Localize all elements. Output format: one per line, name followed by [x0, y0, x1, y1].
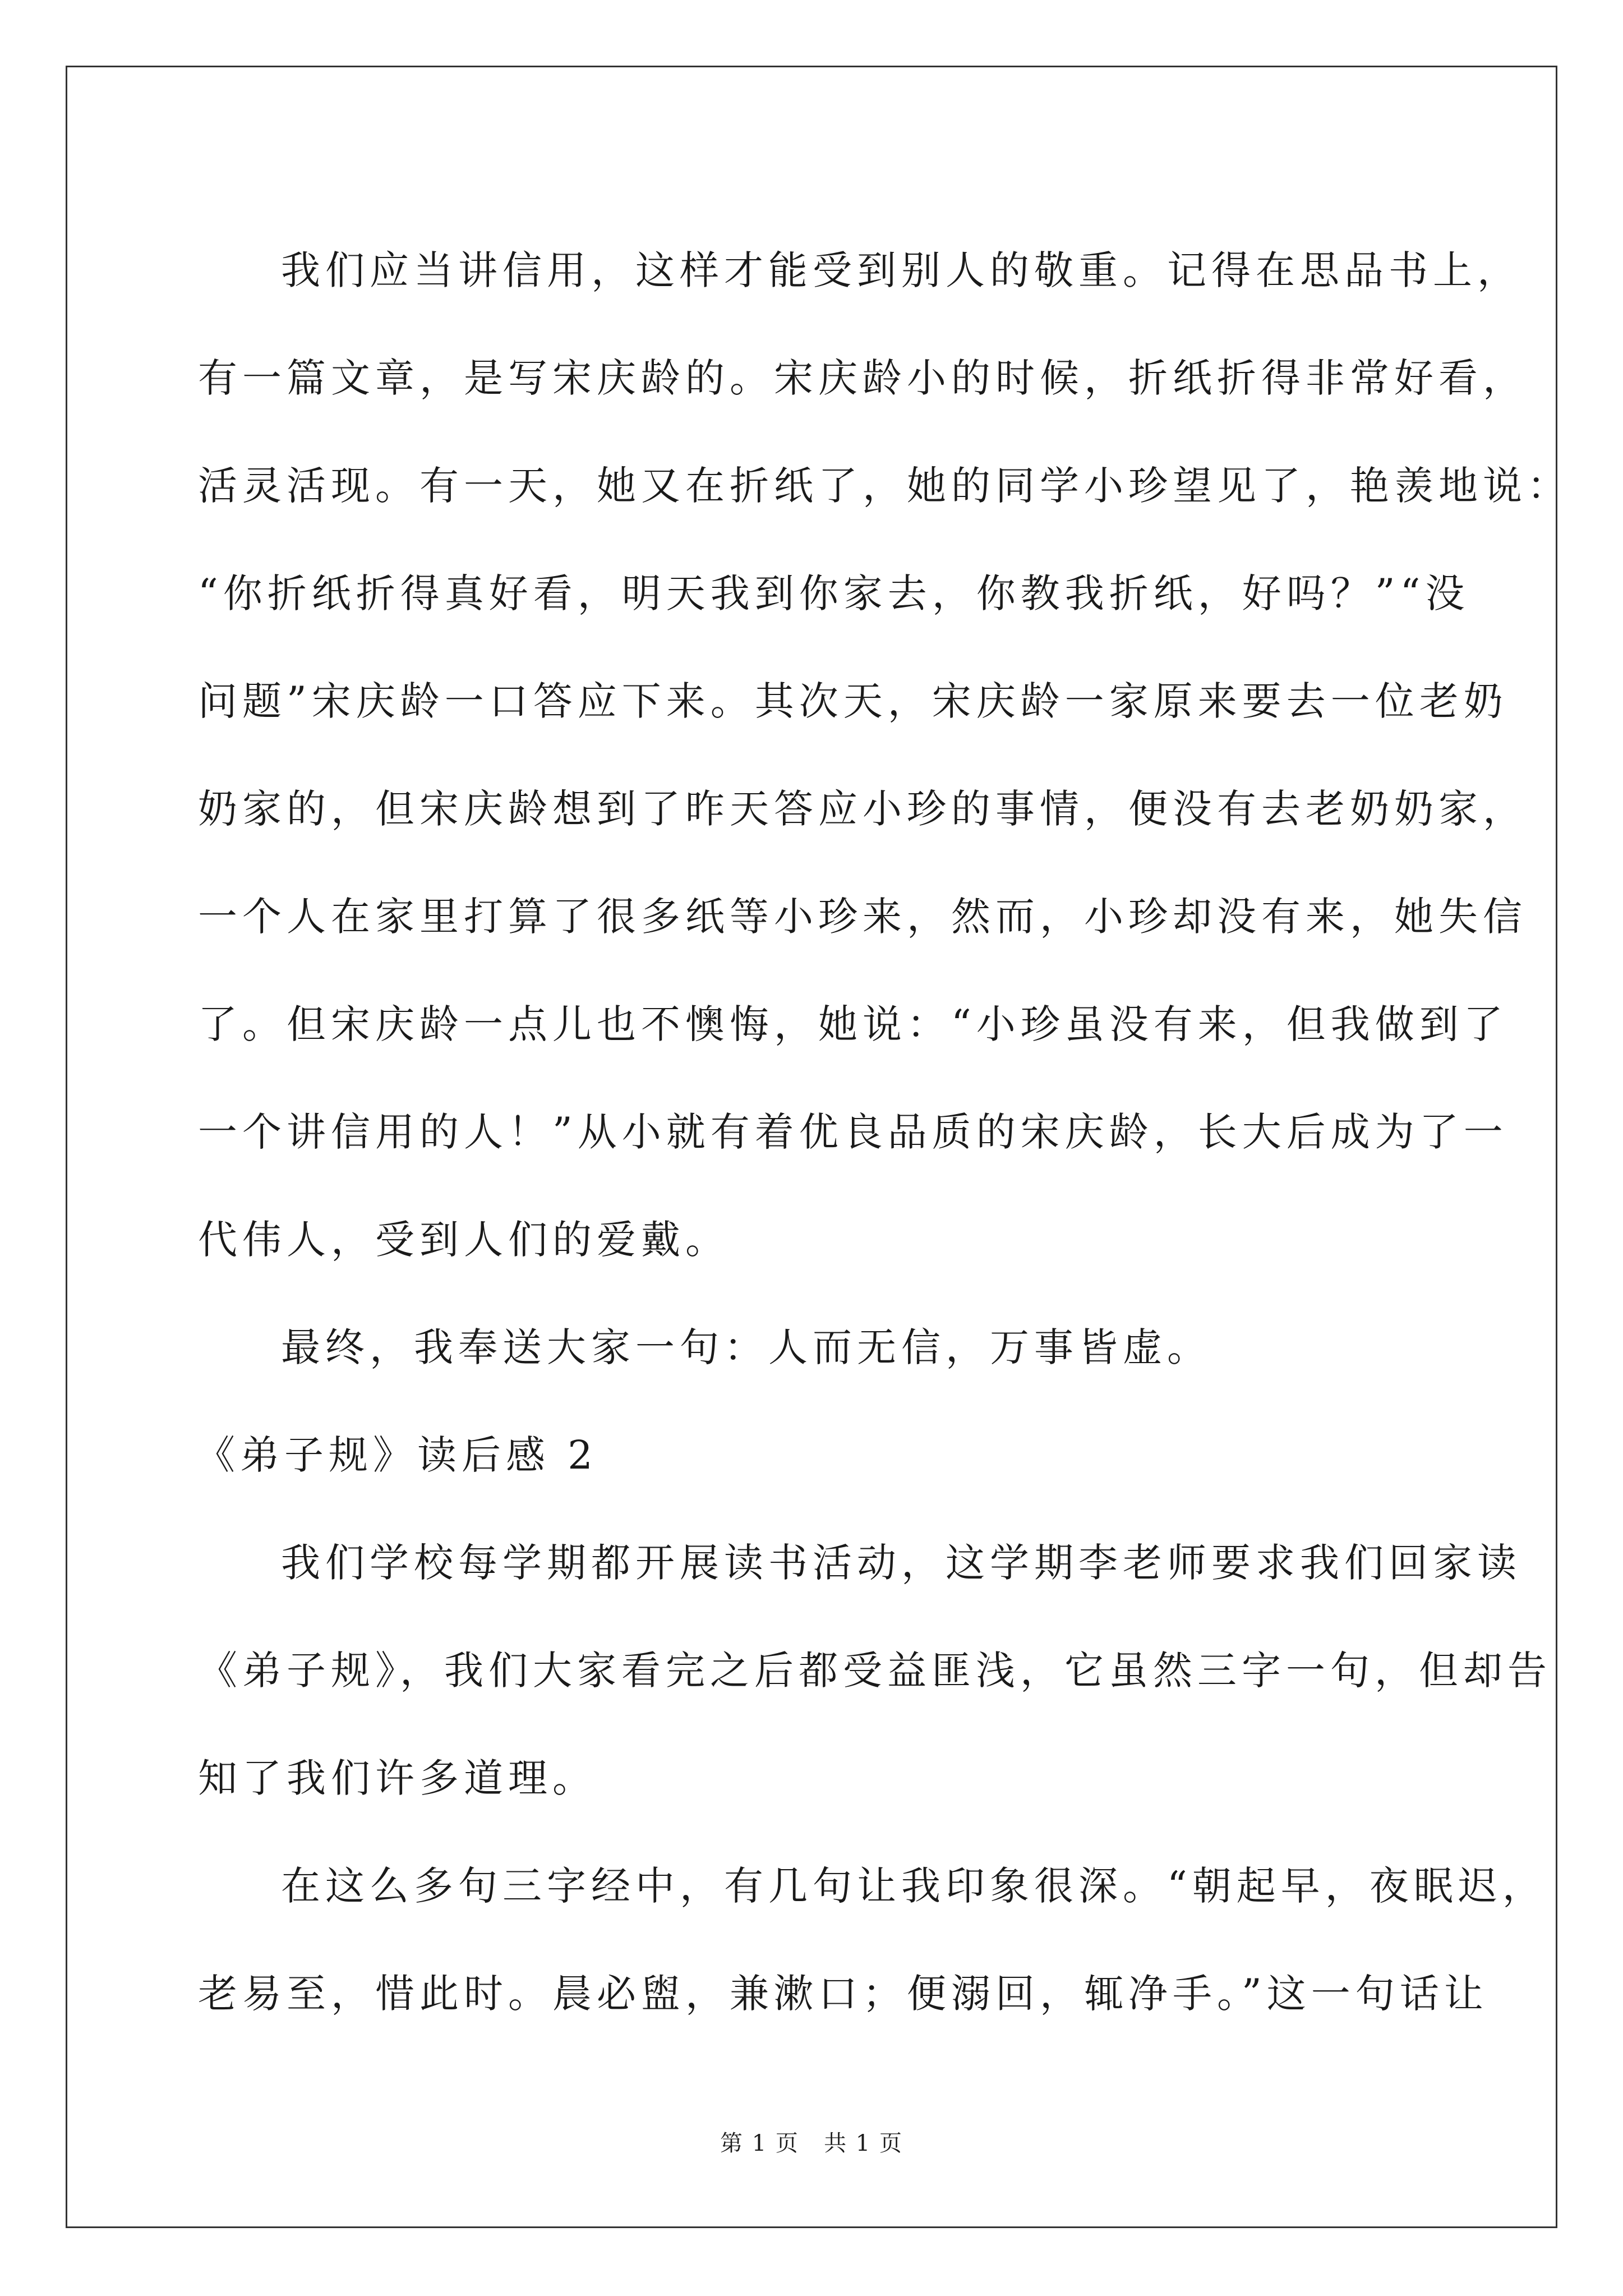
text-line: 老易至，惜此时。晨必盥，兼漱口；便溺回，辄净手。”这一句话让: [198, 1970, 1488, 2017]
page-number-footer: 第 1 页 共 1 页: [720, 2131, 903, 2156]
section-heading: 《弟子规》读后感 2: [196, 1432, 598, 1478]
document-body: [196, 213, 1571, 2044]
text-line: 在这么多句三字经中，有几句让我印象很深。“朝起早，夜眠迟，: [281, 1862, 1547, 1909]
text-line: 代伟人，受到人们的爱戴。: [198, 1216, 730, 1263]
paragraph-1: [198, 213, 1571, 1290]
text-line: 奶家的，但宋庆龄想到了昨天答应小珍的事情，便没有去老奶奶家，: [198, 785, 1527, 832]
text-line: 活灵活现。有一天，她又在折纸了，她的同学小珍望见了，艳羡地说：: [198, 462, 1571, 509]
text-line: 我们应当讲信用，这样才能受到别人的敬重。记得在思品书上，: [281, 247, 1521, 293]
paragraph-4: [198, 1829, 1547, 2044]
text-line: 我们学校每学期都开展读书活动，这学期李老师要求我们回家读: [281, 1539, 1521, 1586]
paragraph-3: [198, 1506, 1552, 1829]
text-line: 有一篇文章，是写宋庆龄的。宋庆龄小的时候，折纸折得非常好看，: [198, 355, 1527, 401]
paragraph-2: [198, 1290, 1426, 1398]
text-line: 问题”宋庆龄一口答应下来。其次天，宋庆龄一家原来要去一位老奶: [198, 678, 1508, 724]
text-line: 《弟子规》，我们大家看完之后都受益匪浅，它虽然三字一句，但却告: [198, 1647, 1552, 1694]
text-line: “你折纸折得真好看，明天我到你家去，你教我折纸，好吗？”“没: [198, 570, 1470, 616]
text-line: 一个人在家里打算了很多纸等小珍来，然而，小珍却没有来，她失信: [198, 893, 1527, 940]
text-line: 知了我们许多道理。: [198, 1755, 597, 1801]
text-line: 一个讲信用的人！”从小就有着优良品质的宋庆龄，长大后成为了一: [198, 1108, 1508, 1155]
text-line: 了。但宋庆龄一点儿也不懊悔，她说：“小珍虽没有来，但我做到了: [198, 1001, 1508, 1047]
text-line: 最终，我奉送大家一句：人而无信，万事皆虚。: [281, 1324, 1211, 1370]
